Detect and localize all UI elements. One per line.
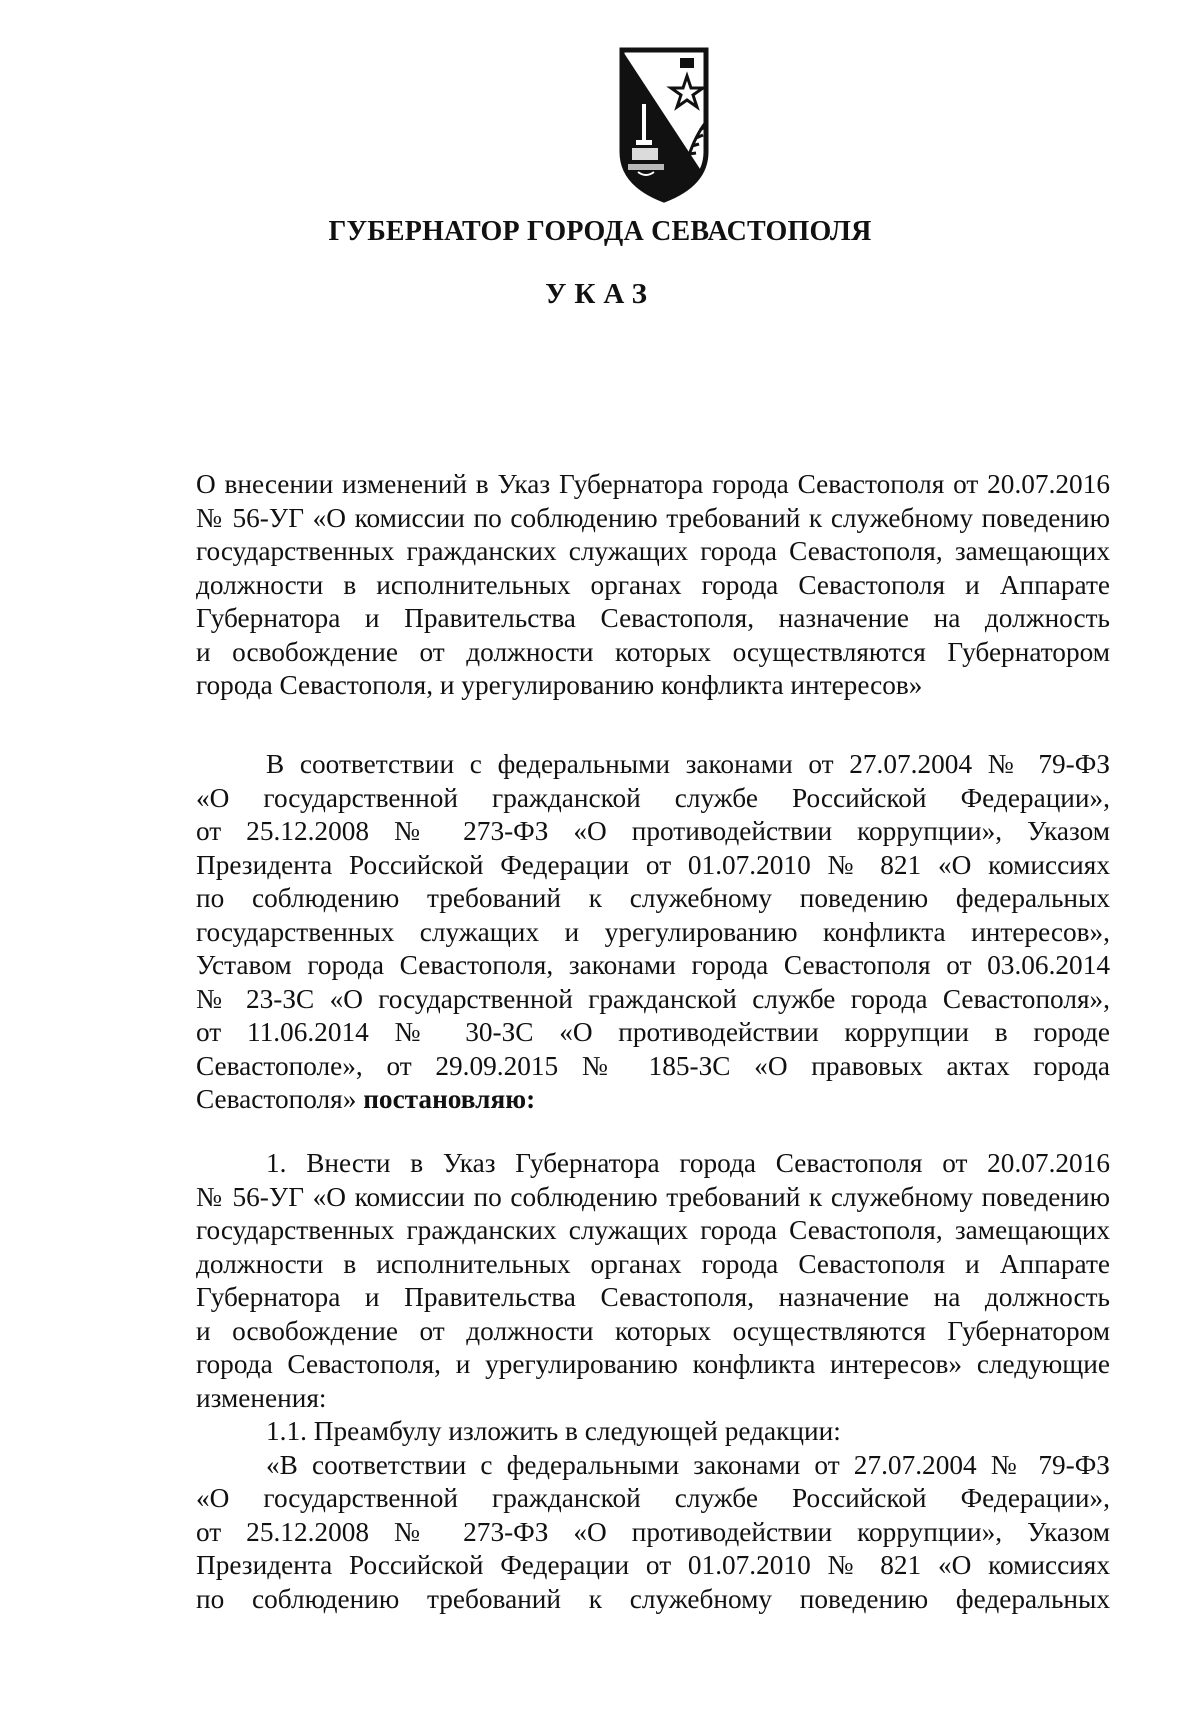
quote-line: «В соответствии с федеральными законами от 27.07.2004 № 79-ФЗ bbox=[266, 1449, 1110, 1480]
quote-line: Президента Российской Федерации от 01.07.2010 № 821 «О комиссиях bbox=[196, 1550, 1110, 1580]
preamble-line: Севастополе», от 29.09.2015 № 185-ЗС «О правовых актах города bbox=[196, 1050, 1110, 1081]
decree-word: постановляю: bbox=[363, 1084, 536, 1114]
preamble-line: Президента Российской Федерации от 01.07.2010 № 821 «О комиссиях bbox=[196, 849, 1110, 880]
document-type: УКАЗ bbox=[545, 278, 655, 310]
title-line: государственных гражданских служащих города Севастополя, замещающих bbox=[196, 536, 1110, 566]
title-line: Губернатора и Правительства Севастополя, назначение на должность bbox=[196, 603, 1110, 633]
preamble-line: от 25.12.2008 № 273-ФЗ «О противодействии коррупции», Указом bbox=[196, 816, 1110, 846]
title-line: О внесении изменений в Указ Губернатора города Севастополя от 20.07.2016 bbox=[196, 469, 1110, 499]
item-1-line: № 56-УГ «О комиссии по соблюдению требований к служебному поведению bbox=[196, 1181, 1110, 1212]
item-1-line: 1. Внести в Указ Губернатора города Севастополя от 20.07.2016 bbox=[266, 1148, 1110, 1178]
preamble bbox=[196, 748, 1110, 1117]
title-line: и освобождение от должности которых осуществляются Губернатором bbox=[196, 636, 1110, 667]
item-1-line: Губернатора и Правительства Севастополя, назначение на должность bbox=[196, 1282, 1110, 1312]
item-1-1-heading: 1.1. Преамбулу изложить в следующей редакции: bbox=[266, 1416, 841, 1446]
preamble-line: государственных служащих и урегулированию конфликта интересов», bbox=[196, 916, 1110, 947]
preamble-line: по соблюдению требований к служебному поведению федеральных bbox=[196, 883, 1110, 913]
item-1-line: изменения: bbox=[196, 1382, 327, 1413]
quote-line: по соблюдению требований к служебному поведению федеральных bbox=[196, 1583, 1110, 1614]
quote-line: «О государственной гражданской службе Российской Федерации», bbox=[196, 1483, 1110, 1513]
organization-name: ГУБЕРНАТОР ГОРОДА СЕВАСТОПОЛЯ bbox=[328, 216, 872, 247]
item-1-line: государственных гражданских служащих города Севастополя, замещающих bbox=[196, 1215, 1110, 1245]
preamble-last-text: Севастополя» bbox=[196, 1084, 357, 1114]
preamble-line bbox=[196, 1083, 1110, 1117]
item-1 bbox=[196, 1147, 1110, 1616]
preamble-line: № 23-ЗС «О государственной гражданской службе города Севастополя», bbox=[196, 983, 1110, 1014]
coat-of-arms-icon bbox=[614, 44, 714, 204]
item-1-line: города Севастополя, и урегулированию конфликта интересов» следующие bbox=[196, 1349, 1110, 1379]
item-1-line: должности в исполнительных органах города Севастополя и Аппарате bbox=[196, 1248, 1110, 1279]
preamble-line: В соответствии с федеральными законами от 27.07.2004 № 79-ФЗ bbox=[266, 749, 1110, 779]
preamble-line: от 11.06.2014 № 30-ЗС «О противодействии коррупции в городе bbox=[196, 1017, 1110, 1047]
title-line: № 56-УГ «О комиссии по соблюдению требований к служебному поведению bbox=[196, 502, 1110, 533]
quote-line: от 25.12.2008 № 273-ФЗ «О противодействии коррупции», Указом bbox=[196, 1516, 1110, 1547]
item-1-line: и освобождение от должности которых осуществляются Губернатором bbox=[196, 1315, 1110, 1346]
preamble-line: «О государственной гражданской службе Российской Федерации», bbox=[196, 782, 1110, 813]
title-line: города Севастополя, и урегулированию конфликта интересов» bbox=[196, 670, 923, 700]
preamble-line: Уставом города Севастополя, законами города Севастополя от 03.06.2014 bbox=[196, 950, 1110, 980]
decree-title bbox=[196, 468, 1110, 703]
title-line: должности в исполнительных органах города Севастополя и Аппарате bbox=[196, 569, 1110, 600]
